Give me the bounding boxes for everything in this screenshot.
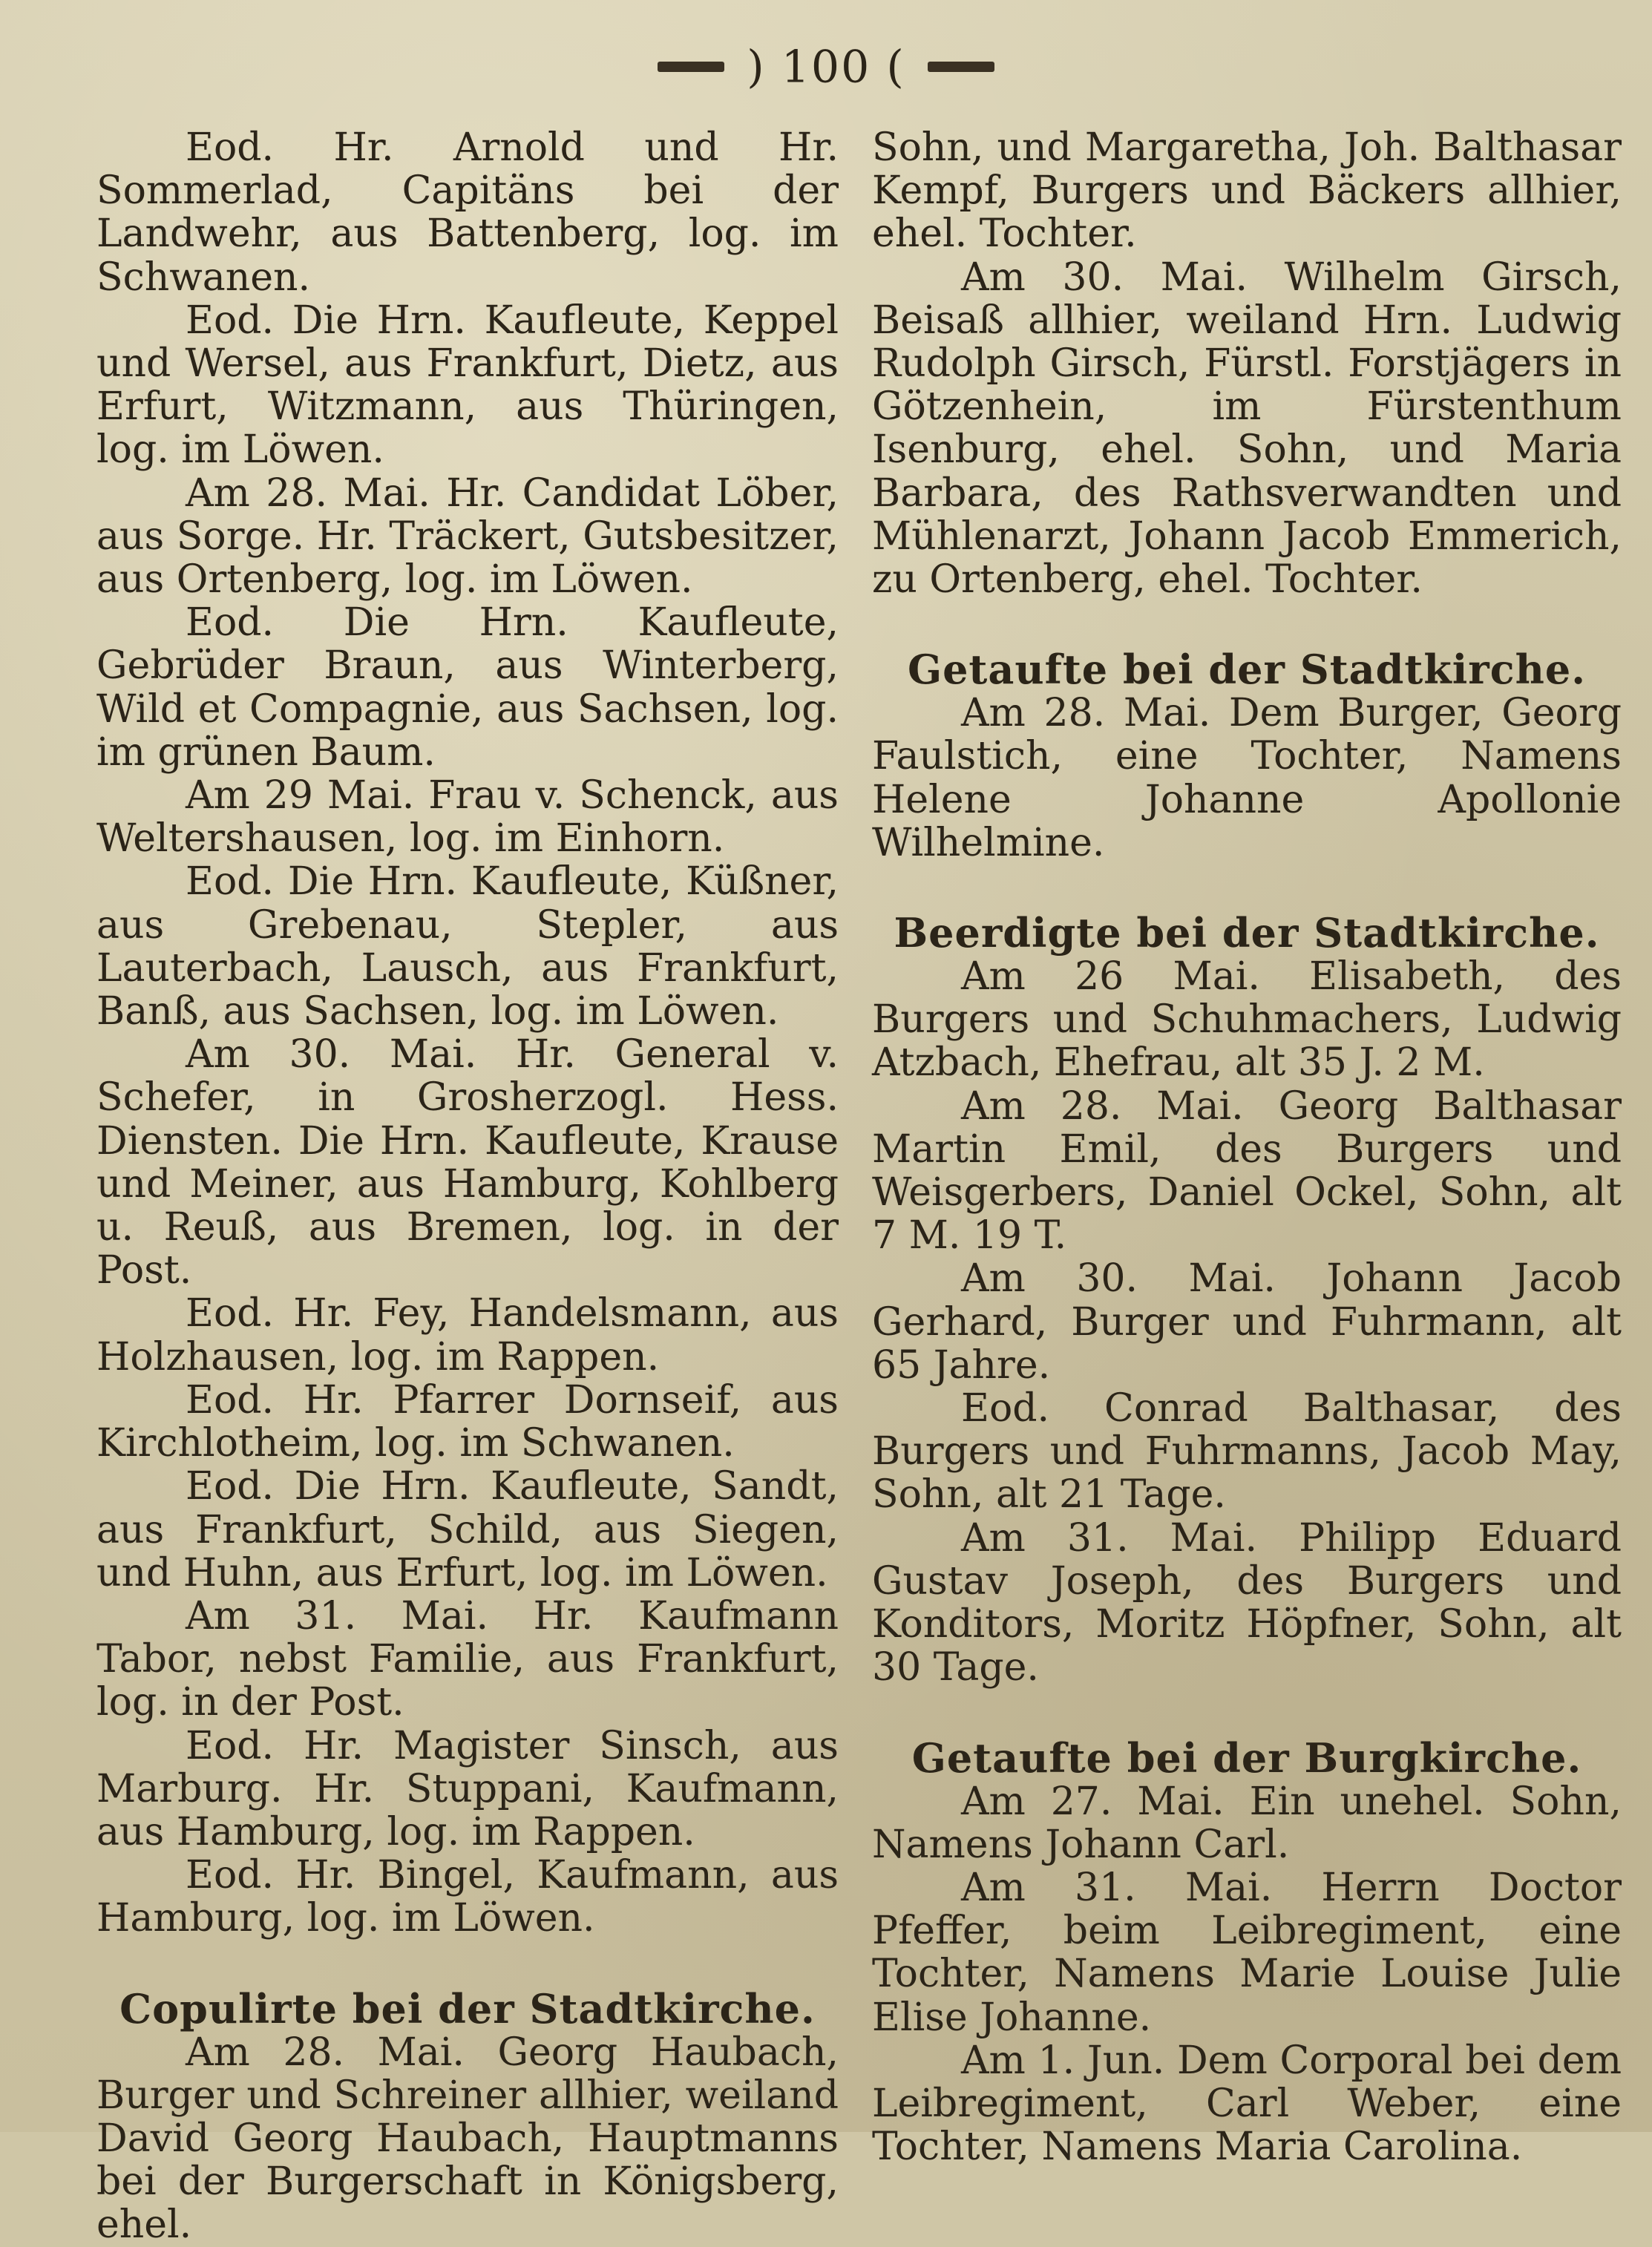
arrival-entry: Am 29 Mai. Frau v. Schenck, aus Weltershausen, log. im Einhorn. [96, 773, 839, 862]
arrival-entry: Eod. Die Hrn. Kaufleute, Gebrüder Braun, aus Winterberg, Wild et Compagnie, aus Sachsen, log. im grünen Baum. [96, 600, 839, 775]
burial-entry: Am 26 Mai. Elisabeth, des Burgers und Schuhmachers, Ludwig Atzbach, Ehefrau, alt 35 J. 2 M. [872, 954, 1622, 1086]
arrival-entry: Am 30. Mai. Hr. General v. Schefer, in Grosherzogl. Hess. Diensten. Die Hrn. Kaufleute, Krause und Meiner, aus Hamburg, Kohlberg u. Reuß, aus Bremen, log. in der Post. [96, 1032, 839, 1293]
arrival-entry: Eod. Hr. Arnold und Hr. Sommerlad, Capitäns bei der Landwehr, aus Battenberg, log. im Schwanen. [96, 125, 839, 300]
page-number: ) 100 ( [747, 41, 905, 94]
baptism-entry: Am 28. Mai. Dem Burger, Georg Faulstich, eine Tochter, Namens Helene Johanne Apollonie Wilhelmine. [872, 691, 1622, 865]
marriage-entry: Am 28. Mai. Georg Haubach, Burger und Schreiner allhier, weiland David Georg Haubach, Hauptmanns bei der Burgerschaft in Königsberg, ehel. [96, 2030, 839, 2247]
burial-entry: Am 30. Mai. Johann Jacob Gerhard, Burger und Fuhrmann, alt 65 Jahre. [872, 1256, 1622, 1388]
section-heading-getaufte-stadtkirche: Getaufte bei der Stadtkirche. [907, 646, 1587, 694]
marriage-entry-continuation: Sohn, und Margaretha, Joh. Balthasar Kempf, Burgers und Bäckers allhier, ehel. Tochter. [872, 125, 1622, 257]
page-header [0, 34, 1652, 96]
marriage-entry: Am 30. Mai. Wilhelm Girsch, Beisaß allhier, weiland Hrn. Ludwig Rudolph Girsch, Fürstl. Forstjägers in Götzenhein, im Fürstenthum Isenburg, ehel. Sohn, und Maria Barbara, des Rathsverwandten und Mühlenarzt, Johann Jacob Emmerich, zu Ortenberg, ehel. Tochter. [872, 255, 1622, 603]
arrival-entry: Eod. Hr. Bingel, Kaufmann, aus Hamburg, log. im Löwen. [96, 1853, 839, 1941]
burial-entry: Eod. Conrad Balthasar, des Burgers und Fuhrmanns, Jacob May, Sohn, alt 21 Tage. [872, 1386, 1622, 1518]
baptism-entry: Am 1. Jun. Dem Corporal bei dem Leibregiment, Carl Weber, eine Tochter, Namens Maria Carolina. [872, 2038, 1622, 2170]
arrival-entry: Eod. Hr. Pfarrer Dornseif, aus Kirchlotheim, log. im Schwanen. [96, 1377, 839, 1466]
arrival-entry: Am 28. Mai. Hr. Candidat Löber, aus Sorge. Hr. Träckert, Gutsbesitzer, aus Ortenberg, log. im Löwen. [96, 470, 839, 603]
arrival-entry: Am 31. Mai. Hr. Kaufmann Tabor, nebst Familie, aus Frankfurt, log. in der Post. [96, 1593, 839, 1725]
burial-entry: Am 31. Mai. Philipp Eduard Gustav Joseph, des Burgers und Konditors, Moritz Höpfner, Sohn, alt 30 Tage. [872, 1515, 1622, 1690]
section-heading-copulirte: Copulirte bei der Stadtkirche. [119, 1984, 816, 2033]
baptism-entry: Am 27. Mai. Ein unehel. Sohn, Namens Johann Carl. [872, 1779, 1622, 1867]
right-column [872, 126, 1622, 2168]
arrival-entry: Eod. Die Hrn. Kaufleute, Küßner, aus Grebenau, Stepler, aus Lauterbach, Lausch, aus Frankfurt, Banß, aus Sachsen, log. im Löwen. [96, 859, 839, 1034]
arrival-entry: Eod. Hr. Magister Sinsch, aus Marburg. Hr. Stuppani, Kaufmann, aus Hamburg, log. im Rappen. [96, 1723, 839, 1854]
arrival-entry: Eod. Die Hrn. Kaufleute, Sandt, aus Frankfurt, Schild, aus Siegen, und Huhn, aus Erfurt, log. im Löwen. [96, 1464, 839, 1595]
burial-entry: Am 28. Mai. Georg Balthasar Martin Emil, des Burgers und Weisgerbers, Daniel Ockel, Sohn, alt 7 M. 19 T. [872, 1083, 1622, 1259]
arrival-entry: Eod. Die Hrn. Kaufleute, Keppel und Wersel, aus Frankfurt, Dietz, aus Erfurt, Witzmann, aus Thüringen, log. im Löwen. [96, 298, 839, 473]
arrival-entry: Eod. Hr. Fey, Handelsmann, aus Holzhausen, log. im Rappen. [96, 1291, 839, 1380]
section-heading-beerdigte-stadtkirche: Beerdigte bei der Stadtkirche. [894, 909, 1600, 957]
section-heading-getaufte-burgkirche: Getaufte bei der Burgkirche. [911, 1733, 1582, 1782]
header-rule-right [928, 62, 994, 72]
header-rule-left [658, 62, 724, 72]
baptism-entry: Am 31. Mai. Herrn Doctor Pfeffer, beim Leibregiment, eine Tochter, Namens Marie Louise Julie Elise Johanne. [872, 1865, 1622, 2040]
left-column [96, 126, 839, 2247]
